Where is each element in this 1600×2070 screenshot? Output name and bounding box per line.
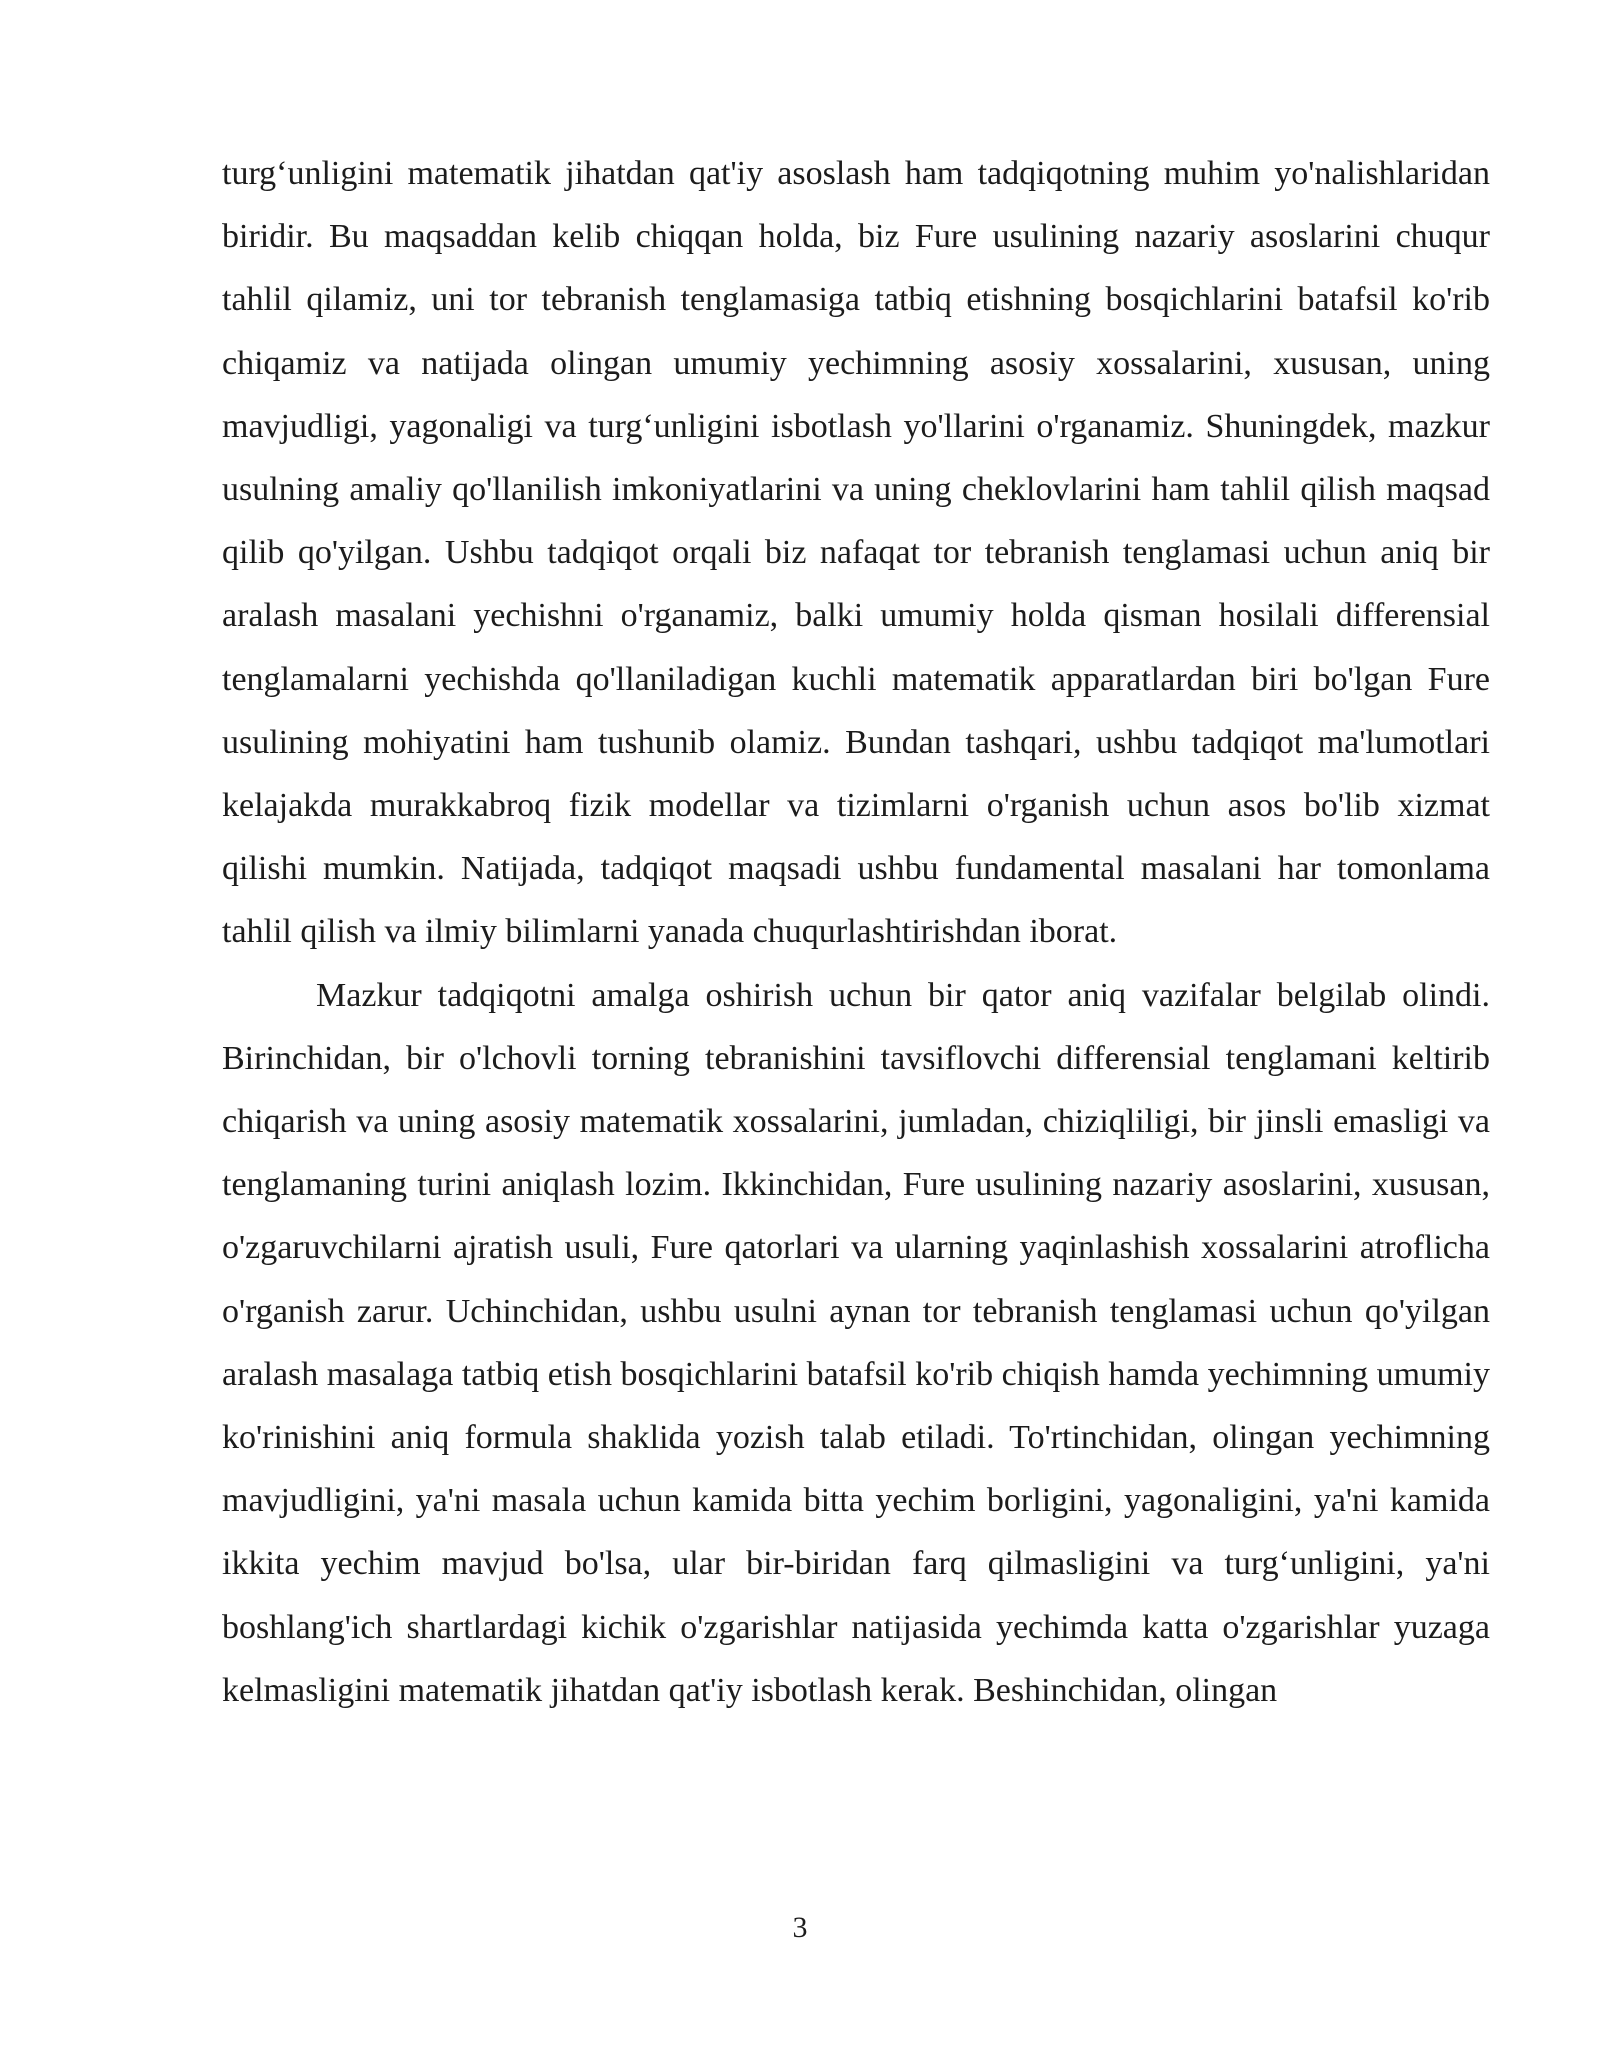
page-number: 3 — [792, 1911, 808, 1944]
paragraph-tasks: Mazkur tadqiqotni amalga oshirish uchun bir qator aniq vazifalar belgilab olindi. Birinchidan, bir o'lchovli torning tebranishini tavsiflovchi differensial tenglamani keltirib chiqarish va uning asosiy matematik xossalarini, jumladan, chiziqliligi, bir jinsli emasligi va tenglamaning turini aniqlash lozim. Ikkinchidan, Fure usulining nazariy asoslarini, xususan, o'zgaruvchilarni ajratish usuli, Fure qatorlari va ularning yaqinlashish xossalarini atroflicha o'rganish zarur. Uchinchidan, ushbu usulni aynan tor tebranish tenglamasi uchun qo'yilgan aralash masalaga tatbiq etish bosqichlarini batafsil ko'rib chiqish hamda yechimning umumiy ko'rinishini aniq formula shaklida yozish talab etiladi. To'rtinchidan, olingan yechimning mavjudligini, ya'ni masala uchun kamida bitta yechim borligini, yagonaligini, ya'ni kamida ikkita yechim mavjud bo'lsa, ular bir-biridan farq qilmasligini va turg‘unligini, ya'ni boshlang'ich shartlardagi kichik o'zgarishlar natijasida yechimda katta o'zgarishlar yuzaga kelmasligini matematik jihatdan qat'iy isbotlash kerak. Beshinchidan, olingan — [222, 976, 1490, 1709]
paragraph-continuation: turg‘unligini matematik jihatdan qat'iy asoslash ham tadqiqotning muhim yo'nalishlaridan biridir. Bu maqsaddan kelib chiqqan holda, biz Fure usulining nazariy asoslarini chuqur tahlil qilamiz, uni tor tebranish tenglamasiga tatbiq etishning bosqichlarini batafsil ko'rib chiqamiz va natijada olingan umumiy yechimning asosiy xossalarini, xususan, uning mavjudligi, yagonaligi va turg‘unligini isbotlash yo'llarini o'rganamiz. Shuningdek, mazkur usulning amaliy qo'llanilish imkoniyatlarini va uning cheklovlarini ham tahlil qilish maqsad qilib qo'yilgan. Ushbu tadqiqot orqali biz nafaqat tor tebranish tenglamasi uchun aniq bir aralash masalani yechishni o'rganamiz, balki umumiy holda qisman hosilali differensial tenglamalarni yechishda qo'llaniladigan kuchli matematik apparatlardan biri bo'lgan Fure usulining mohiyatini ham tushunib olamiz. Bundan tashqari, ushbu tadqiqot ma'lumotlari kelajakda murakkabroq fizik modellar va tizimlarni o'rganish uchun asos bo'lib xizmat qilishi mumkin. Natijada, tadqiqot maqsadi ushbu fundamental masalani har tomonlama tahlil qilish va ilmiy bilimlarni yanada chuqurlashtirishdan iborat. — [222, 155, 1490, 951]
body-text — [222, 142, 1490, 1722]
